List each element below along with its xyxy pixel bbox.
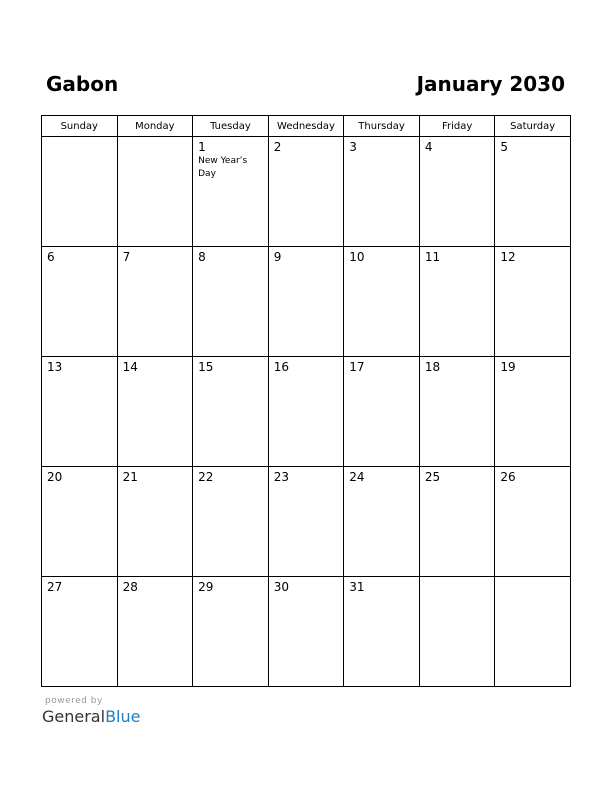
day-cell xyxy=(268,247,344,357)
day-cell xyxy=(344,247,420,357)
day-cell xyxy=(344,137,420,247)
day-number: 16 xyxy=(273,360,289,374)
day-cell xyxy=(42,357,118,467)
week-row xyxy=(42,137,571,247)
day-cell xyxy=(193,357,269,467)
day-number: 10 xyxy=(349,250,365,264)
brand-logo xyxy=(42,707,140,727)
day-cell xyxy=(193,467,269,577)
day-cell xyxy=(344,577,420,687)
empty-day-cell xyxy=(495,577,571,687)
day-number: 20 xyxy=(47,470,63,484)
weekday-header: Tuesday xyxy=(193,116,269,137)
powered-by-text: powered by xyxy=(45,696,103,706)
day-number: 29 xyxy=(198,580,214,594)
day-cell xyxy=(495,137,571,247)
brand-name-part2: Blue xyxy=(105,707,141,726)
day-cell xyxy=(344,357,420,467)
week-row xyxy=(42,247,571,357)
weekday-header: Saturday xyxy=(495,116,571,137)
weekday-header: Monday xyxy=(117,116,193,137)
weekday-header-row xyxy=(42,116,571,137)
day-number: 31 xyxy=(349,580,365,594)
day-number: 13 xyxy=(47,360,63,374)
day-number: 2 xyxy=(273,140,282,154)
day-number: 4 xyxy=(424,140,433,154)
day-cell xyxy=(193,247,269,357)
country-title: Gabon xyxy=(46,72,119,96)
weekday-header: Friday xyxy=(419,116,495,137)
day-number: 3 xyxy=(349,140,357,154)
day-number: 24 xyxy=(349,470,365,484)
day-number: 30 xyxy=(273,580,289,594)
weekday-header: Sunday xyxy=(42,116,118,137)
day-number: 5 xyxy=(500,140,509,154)
day-cell xyxy=(42,467,118,577)
brand-name-part1: General xyxy=(42,707,106,726)
day-cell xyxy=(42,577,118,687)
week-row xyxy=(42,467,571,577)
month-year-title: January 2030 xyxy=(416,72,565,96)
day-cell xyxy=(495,357,571,467)
day-cell xyxy=(419,357,495,467)
day-number: 22 xyxy=(198,470,214,484)
calendar-grid xyxy=(41,115,571,687)
day-cell xyxy=(268,357,344,467)
empty-day-cell xyxy=(419,577,495,687)
day-cell xyxy=(495,467,571,577)
day-cell xyxy=(268,137,344,247)
day-cell xyxy=(117,247,193,357)
day-number: 23 xyxy=(273,470,289,484)
day-cell xyxy=(117,357,193,467)
day-number: 15 xyxy=(198,360,214,374)
empty-day-cell xyxy=(42,137,118,247)
day-cell xyxy=(419,467,495,577)
day-number: 6 xyxy=(47,250,55,264)
day-cell xyxy=(42,247,118,357)
day-cell xyxy=(419,137,495,247)
day-cell xyxy=(495,247,571,357)
day-cell xyxy=(268,577,344,687)
empty-day-cell xyxy=(117,137,193,247)
footer-branding xyxy=(42,696,140,727)
day-cell xyxy=(419,247,495,357)
day-number: 26 xyxy=(500,470,516,484)
day-cell xyxy=(344,467,420,577)
day-number: 1 xyxy=(198,140,206,154)
day-cell xyxy=(268,467,344,577)
day-number: 25 xyxy=(424,470,441,484)
day-number: 28 xyxy=(122,580,138,594)
day-number: 17 xyxy=(349,360,365,374)
day-number: 19 xyxy=(500,360,516,374)
week-row xyxy=(42,357,571,467)
day-number: 27 xyxy=(47,580,63,594)
day-number: 12 xyxy=(500,250,516,264)
day-number: 14 xyxy=(122,360,138,374)
day-cell xyxy=(117,467,193,577)
weekday-header: Wednesday xyxy=(268,116,344,137)
day-number: 9 xyxy=(273,250,282,264)
week-row xyxy=(42,577,571,687)
day-number: 21 xyxy=(122,470,138,484)
day-cell xyxy=(193,577,269,687)
day-cell xyxy=(117,577,193,687)
holiday-label: New Year’s Day xyxy=(198,156,248,179)
day-number: 7 xyxy=(122,250,131,264)
day-number: 18 xyxy=(424,360,441,374)
day-cell xyxy=(193,137,269,247)
day-number: 11 xyxy=(424,250,441,264)
day-number: 8 xyxy=(198,250,206,264)
weekday-header: Thursday xyxy=(344,116,420,137)
